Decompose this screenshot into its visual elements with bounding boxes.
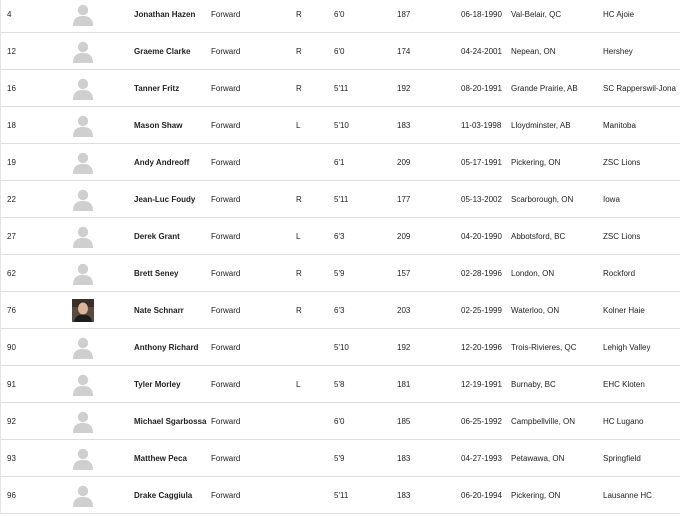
player-hometown: Abbotsford, BC (511, 232, 566, 241)
table-row[interactable] (0, 403, 680, 440)
player-height: 5'10 (334, 121, 349, 130)
player-height: 5'8 (334, 380, 345, 389)
jersey-number: 90 (7, 343, 16, 352)
player-photo-icon (72, 299, 94, 322)
jersey-number: 62 (7, 269, 16, 278)
player-position: Forward (211, 343, 241, 352)
table-row[interactable] (0, 477, 680, 514)
player-hometown: Campbellville, ON (511, 417, 576, 426)
player-height: 6'3 (334, 306, 345, 315)
player-hometown: Petawawa, ON (511, 454, 565, 463)
player-position: Forward (211, 10, 241, 19)
player-last-team: Lehigh Valley (603, 343, 651, 352)
player-position: Forward (211, 306, 241, 315)
placeholder-avatar-icon (72, 373, 94, 396)
player-name[interactable]: Tyler Morley (134, 380, 181, 389)
player-birthdate: 12-19-1991 (461, 380, 502, 389)
placeholder-avatar-icon (72, 114, 94, 137)
player-birthdate: 02-28-1996 (461, 269, 502, 278)
player-weight: 209 (397, 232, 411, 241)
player-name[interactable]: Jonathan Hazen (134, 10, 196, 19)
player-position: Forward (211, 269, 241, 278)
avatar[interactable] (72, 151, 94, 174)
player-height: 5'9 (334, 454, 345, 463)
table-row[interactable] (0, 181, 680, 218)
player-weight: 157 (397, 269, 411, 278)
player-height: 5'11 (334, 491, 349, 500)
table-row[interactable] (0, 107, 680, 144)
player-position: Forward (211, 454, 241, 463)
table-row[interactable] (0, 440, 680, 477)
player-last-team: Manitoba (603, 121, 636, 130)
player-last-team: ZSC Lions (603, 158, 641, 167)
player-last-team: Kolner Haie (603, 306, 645, 315)
player-last-team: ZSC Lions (603, 232, 641, 241)
player-position: Forward (211, 121, 241, 130)
player-last-team: SC Rapperswil-Jona (603, 84, 676, 93)
avatar[interactable] (72, 447, 94, 470)
placeholder-avatar-icon (72, 484, 94, 507)
player-birthdate: 11-03-1998 (461, 121, 502, 130)
player-position: Forward (211, 232, 241, 241)
jersey-number: 18 (7, 121, 16, 130)
player-hometown: Burnaby, BC (511, 380, 556, 389)
table-row[interactable] (0, 70, 680, 107)
player-birthdate: 05-13-2002 (461, 195, 502, 204)
placeholder-avatar-icon (72, 151, 94, 174)
jersey-number: 93 (7, 454, 16, 463)
player-position: Forward (211, 380, 241, 389)
player-hometown: Scarborough, ON (511, 195, 574, 204)
player-hometown: Grande Prairie, AB (511, 84, 578, 93)
avatar[interactable] (72, 114, 94, 137)
player-height: 5'9 (334, 269, 345, 278)
player-last-team: Hershey (603, 47, 633, 56)
player-shoots: L (296, 380, 301, 389)
player-last-team: HC Ajoie (603, 10, 635, 19)
placeholder-avatar-icon (72, 262, 94, 285)
player-position: Forward (211, 158, 241, 167)
player-shoots: L (296, 121, 301, 130)
player-weight: 187 (397, 10, 411, 19)
player-hometown: Trois-Rivieres, QC (511, 343, 577, 352)
avatar[interactable] (72, 336, 94, 359)
player-position: Forward (211, 84, 241, 93)
avatar[interactable] (72, 410, 94, 433)
player-hometown: Nepean, ON (511, 47, 556, 56)
player-last-team: Rockford (603, 269, 636, 278)
player-height: 5'11 (334, 195, 349, 204)
player-hometown: London, ON (511, 269, 555, 278)
player-weight: 183 (397, 491, 411, 500)
player-birthdate: 05-17-1991 (461, 158, 502, 167)
jersey-number: 96 (7, 491, 16, 500)
player-height: 6'1 (334, 158, 345, 167)
jersey-number: 22 (7, 195, 16, 204)
player-height: 6'0 (334, 47, 345, 56)
player-weight: 177 (397, 195, 411, 204)
player-shoots: R (296, 10, 302, 19)
player-shoots: R (296, 306, 302, 315)
player-birthdate: 08-20-1991 (461, 84, 502, 93)
table-row[interactable] (0, 255, 680, 292)
player-height: 6'3 (334, 232, 345, 241)
avatar[interactable] (72, 262, 94, 285)
jersey-number: 92 (7, 417, 16, 426)
player-shoots: R (296, 269, 302, 278)
avatar[interactable] (72, 225, 94, 248)
jersey-number: 19 (7, 158, 16, 167)
player-name[interactable]: Drake Caggiula (134, 491, 193, 500)
player-birthdate: 06-25-1992 (461, 417, 502, 426)
player-weight: 192 (397, 84, 411, 93)
jersey-number: 27 (7, 232, 16, 241)
player-weight: 181 (397, 380, 411, 389)
player-hometown: Lloydminster, AB (511, 121, 571, 130)
player-name[interactable]: Nate Schnarr (134, 306, 184, 315)
player-height: 6'0 (334, 417, 345, 426)
player-weight: 183 (397, 454, 411, 463)
player-birthdate: 02-25-1999 (461, 306, 502, 315)
player-birthdate: 06-20-1994 (461, 491, 502, 500)
player-hometown: Pickering, ON (511, 491, 561, 500)
avatar[interactable] (72, 484, 94, 507)
table-row[interactable] (0, 292, 680, 329)
player-hometown: Pickering, ON (511, 158, 561, 167)
player-name[interactable]: Mason Shaw (134, 121, 183, 130)
table-row[interactable] (0, 33, 680, 70)
player-weight: 185 (397, 417, 411, 426)
player-weight: 209 (397, 158, 411, 167)
avatar[interactable] (72, 40, 94, 63)
player-last-team: EHC Kloten (603, 380, 645, 389)
player-shoots: R (296, 47, 302, 56)
player-position: Forward (211, 47, 241, 56)
player-weight: 183 (397, 121, 411, 130)
player-position: Forward (211, 417, 241, 426)
player-height: 6'0 (334, 10, 345, 19)
player-position: Forward (211, 195, 241, 204)
player-position: Forward (211, 491, 241, 500)
player-name[interactable]: Derek Grant (134, 232, 180, 241)
placeholder-avatar-icon (72, 77, 94, 100)
player-last-team: HC Lugano (603, 417, 644, 426)
placeholder-avatar-icon (72, 410, 94, 433)
player-name[interactable]: Tanner Fritz (134, 84, 180, 93)
placeholder-avatar-icon (72, 3, 94, 26)
player-birthdate: 04-24-2001 (461, 47, 502, 56)
player-birthdate: 04-27-1993 (461, 454, 502, 463)
jersey-number: 76 (7, 306, 16, 315)
table-row[interactable] (0, 218, 680, 255)
player-height: 5'10 (334, 343, 349, 352)
player-name[interactable]: Anthony Richard (134, 343, 199, 352)
player-birthdate: 04-20-1990 (461, 232, 502, 241)
table-row[interactable] (0, 366, 680, 403)
avatar[interactable] (72, 299, 94, 322)
player-name[interactable]: Andy Andreoff (134, 158, 190, 167)
player-weight: 174 (397, 47, 411, 56)
placeholder-avatar-icon (72, 188, 94, 211)
jersey-number: 91 (7, 380, 16, 389)
player-last-team: Springfield (603, 454, 641, 463)
placeholder-avatar-icon (72, 447, 94, 470)
player-birthdate: 06-18-1990 (461, 10, 502, 19)
player-name[interactable]: Graeme Clarke (134, 47, 191, 56)
player-last-team: Iowa (603, 195, 620, 204)
table-row[interactable] (0, 0, 680, 33)
player-hometown: Val-Belair, QC (511, 10, 562, 19)
player-shoots: L (296, 232, 301, 241)
player-hometown: Waterloo, ON (511, 306, 560, 315)
player-shoots: R (296, 84, 302, 93)
player-shoots: R (296, 195, 302, 204)
player-weight: 192 (397, 343, 411, 352)
jersey-number: 16 (7, 84, 16, 93)
placeholder-avatar-icon (72, 336, 94, 359)
jersey-number: 4 (7, 10, 12, 19)
avatar[interactable] (72, 373, 94, 396)
placeholder-avatar-icon (72, 40, 94, 63)
player-last-team: Lausanne HC (603, 491, 652, 500)
avatar[interactable] (72, 188, 94, 211)
table-row[interactable] (0, 144, 680, 181)
avatar[interactable] (72, 77, 94, 100)
player-name[interactable]: Michael Sgarbossa (134, 417, 207, 426)
player-name[interactable]: Matthew Peca (134, 454, 187, 463)
player-weight: 203 (397, 306, 411, 315)
table-row[interactable] (0, 329, 680, 366)
player-name[interactable]: Brett Seney (134, 269, 179, 278)
player-birthdate: 12-20-1996 (461, 343, 502, 352)
avatar[interactable] (72, 3, 94, 26)
player-name[interactable]: Jean-Luc Foudy (134, 195, 196, 204)
player-height: 5'11 (334, 84, 349, 93)
placeholder-avatar-icon (72, 225, 94, 248)
jersey-number: 12 (7, 47, 16, 56)
